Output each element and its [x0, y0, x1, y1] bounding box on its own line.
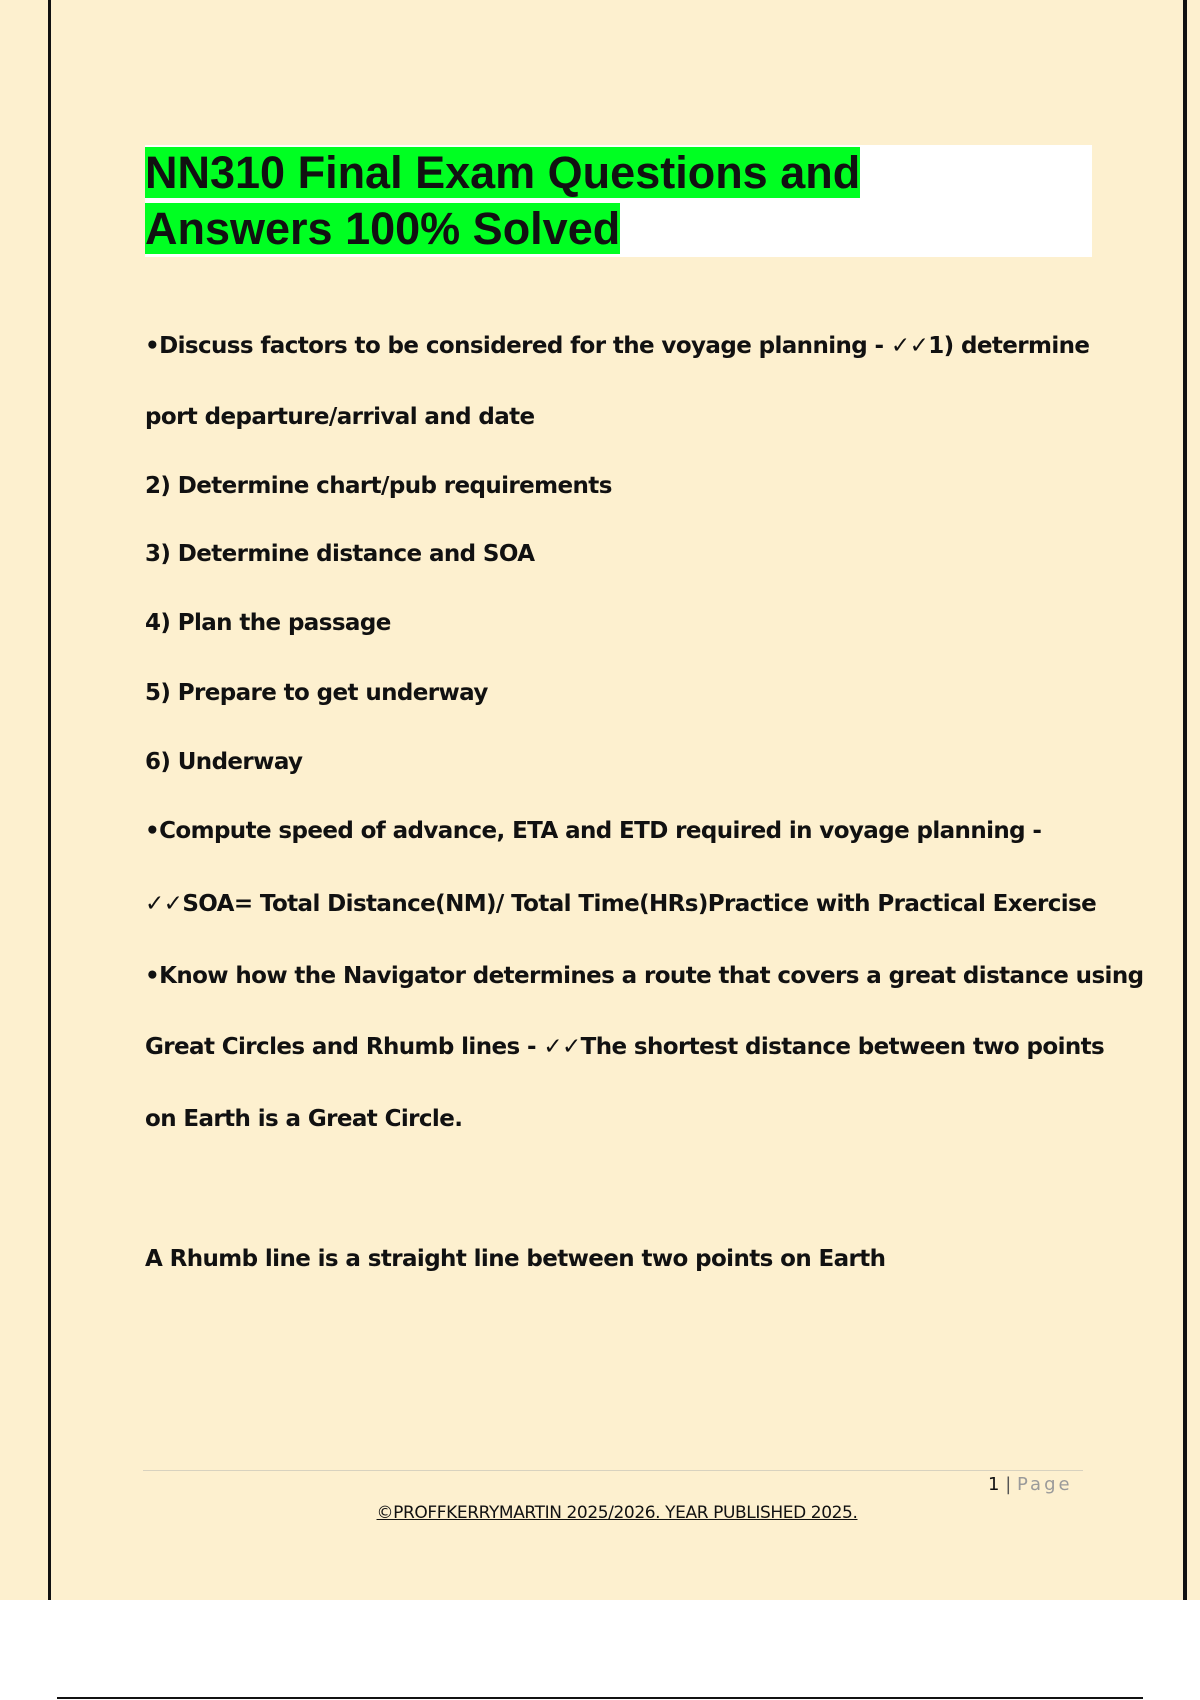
body-line-5: 4) Plan the passage	[145, 610, 391, 636]
title-line-2: Answers 100% Solved	[145, 203, 621, 254]
body-line-3: 2) Determine chart/pub requirements	[145, 473, 612, 499]
body-line-12: on Earth is a Great Circle.	[145, 1106, 463, 1132]
page-label: Page	[1017, 1474, 1073, 1495]
document-title	[145, 145, 1092, 257]
body-line-2: port departure/arrival and date	[145, 404, 535, 430]
body-line-6: 5) Prepare to get underway	[145, 680, 488, 706]
page-number-value: 1	[988, 1474, 1000, 1495]
footer-divider	[143, 1470, 1083, 1471]
body-line-13: A Rhumb line is a straight line between two points on Earth	[145, 1246, 886, 1272]
page-number-separator: |	[1005, 1474, 1012, 1495]
title-line-1: NN310 Final Exam Questions and	[145, 147, 861, 198]
body-line-11: Great Circles and Rhumb lines - ✓✓The shortest distance between two points	[145, 1034, 1105, 1060]
body-line-8: •Compute speed of advance, ETA and ETD required in voyage planning -	[145, 818, 1042, 844]
body-line-10: •Know how the Navigator determines a route that covers a great distance using	[145, 963, 1144, 989]
body-line-7: 6) Underway	[145, 749, 303, 775]
body-line-4: 3) Determine distance and SOA	[145, 541, 535, 567]
body-line-1: •Discuss factors to be considered for the voyage planning - ✓✓1) determine	[145, 333, 1090, 359]
copyright-footer: ©PROFFKERRYMARTIN 2025/2026. YEAR PUBLISHED 2025.	[376, 1503, 858, 1523]
page-number	[988, 1474, 1073, 1495]
left-border-rule	[48, 0, 51, 1600]
body-line-9: ✓✓SOA= Total Distance(NM)/ Total Time(HRs)Practice with Practical Exercise	[145, 891, 1097, 917]
bottom-rule	[57, 1697, 1143, 1699]
right-border-rule	[1183, 0, 1187, 1600]
